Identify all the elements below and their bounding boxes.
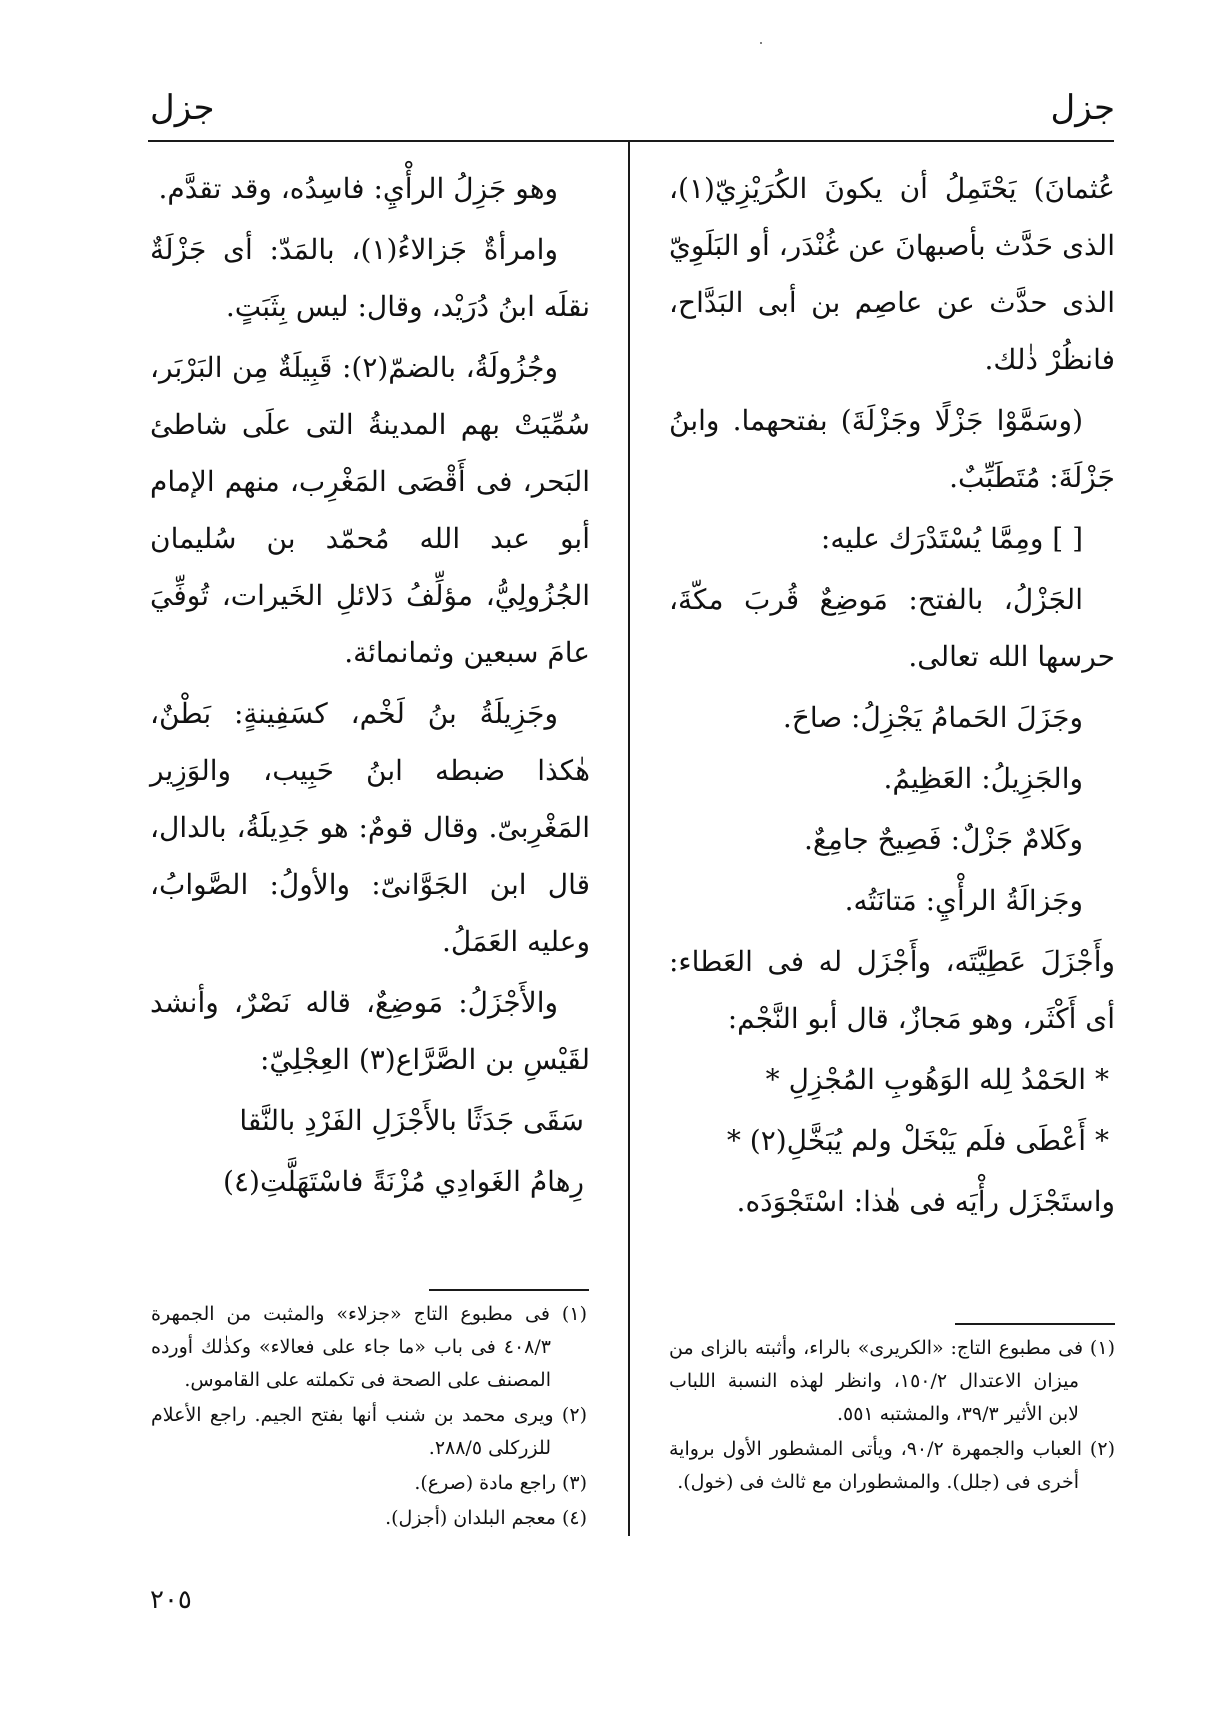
footnotes-right (669, 1332, 1115, 1501)
right-verse-line: * الحَمْدُ لِله الوَهُوبِ المُجْزِلِ * (765, 1063, 1109, 1096)
right-paragraph: وأَجْزَلَ عَطِيَّتَه، وأَجْزَل له فى العَطاء: أى أَكْثَر، وهو مَجازٌ، قال أبو النَّجْم: (669, 945, 1115, 1035)
running-head-right: جزل (1050, 88, 1115, 128)
right-paragraph: (وسَمَّوْا جَزْلًا وجَزْلَةَ) بفتحهما. وابنُ جَزْلَةَ: مُتَطَبِّبٌ. (669, 404, 1115, 494)
right-paragraph: وجَزالَةُ الرأْيِ: مَتانَتُه. (844, 884, 1083, 917)
left-paragraph: وامرأةٌ جَزالاءُ(١)، بالمَدّ: أى جَزْلَةٌ نقلَه ابنُ دُرَيْد، وقال: ليس بِثَبَتٍ. (150, 233, 590, 323)
left-paragraph: وجُزُولَةُ، بالضمّ(٢): قَبِيلَةٌ مِن البَرْبَر، سُمِّيَتْ بهم المدينةُ التى علَى شاطئ البَحر، فى أَقْصَى المَغْرِب، منهم الإمام أبو عبد الله مُحمّد بن سُليمان الجُزُولِيُّ، مؤلِّفُ دَلائلِ الخَيرات، تُوفِّيَ عامَ سبعين وثمانمائة. (150, 351, 590, 669)
footnote: (٢) ويرى محمد بن شنب أنها بفتح الجيم. راجع الأعلام للزركلى ٢٨٨/٥. (151, 1404, 587, 1459)
footnote: (٤) معجم البلدان (أجزل). (385, 1507, 587, 1529)
left-paragraph: والأَجْزَلُ: مَوضِعٌ، قاله نَصْرٌ، وأنشد لقَيْسِ بن الصَّرَّاع(٣) العِجْلِيّ: (150, 986, 590, 1076)
right-paragraph: وجَزَلَ الحَمامُ يَجْزِلُ: صاحَ. (782, 701, 1083, 734)
footnote-rule-left (429, 1289, 589, 1291)
right-paragraph: عُثمانَ) يَحْتَمِلُ أن يكونَ الكُرَيْزِيّ(١)، الذى حَدَّث بأصبهانَ عن غُنْدَر، أو البَلَوِيّ الذى حدَّث عن عاصِم بن أبى البَدَّاح، فانظُرْ ذٰلك. (669, 172, 1115, 376)
header-rule (148, 140, 1114, 142)
right-paragraph: وكَلامٌ جَزْلٌ: فَصِيحٌ جامِعٌ. (804, 823, 1083, 856)
left-paragraph: وجَزِيلَةُ بنُ لَخْم، كسَفِينةٍ: بَطْنٌ، هٰكذا ضبطه ابنُ حَبِيب، والوَزِير المَغْرِبىّ. وقال قومٌ: هو جَدِيلَةُ، بالدال، قال ابن الجَوَّانىّ: والأولُ: الصَّوابُ، وعليه العَمَلُ. (150, 697, 590, 958)
footnote: (٢) العباب والجمهرة ٩٠/٢، ويأتى المشطور الأول برواية أخرى فى (جلل). والمشطوران مع ثالث فى (خول). (669, 1438, 1115, 1493)
footnote: (١) فى مطبوع التاج: «الكريرى» بالراء، وأثبته بالزاى من ميزان الاعتدال ١٥٠/٢، وانظر لهذه النسبة اللباب لابن الأثير ٣٩/٣، والمشتبه ٥٥١. (669, 1337, 1115, 1425)
column-divider (628, 140, 630, 1536)
left-paragraph: وهو جَزِلُ الرأْيِ: فاسِدُه، وقد تقدَّم. (158, 172, 558, 205)
footnote: (٣) راجع مادة (صرع). (414, 1472, 587, 1494)
left-verse-line: سَقَى جَدَثًا بالأَجْزَلِ الفَرْدِ بالنَّقا (239, 1104, 584, 1137)
left-verse-line: رِهامُ الغَوادِي مُزْنَةً فاسْتَهَلَّتِ(٤) (223, 1165, 584, 1198)
footnote: (١) فى مطبوع التاج «جزلاء» والمثبت من الجمهرة ٤٠٨/٣ فى باب «ما جاء على فعالاء» وكذٰلك أورده المصنف على الصحة فى تكملته على القاموس. (151, 1303, 587, 1391)
right-paragraph: واستَجْزَل رأْيَه فى هٰذا: اسْتَجْوَدَه. (736, 1185, 1115, 1218)
left-column (150, 160, 590, 1214)
scan-speck (760, 42, 762, 44)
footnote-rule-right (955, 1323, 1115, 1325)
right-paragraph: الجَزْلُ، بالفتح: مَوضِعٌ قُربَ مكّةَ، حرسها الله تعالى. (669, 583, 1115, 673)
running-head-left: جزل (150, 88, 215, 128)
right-column (669, 160, 1115, 1234)
page-number: ٢٠٥ (150, 1585, 192, 1615)
right-verse-line: * أَعْطَى فلَم يَبْخَلْ ولم يُبَخَّلِ(٢) * (726, 1124, 1109, 1157)
right-paragraph: [ ] ومِمَّا يُسْتَدْرَك عليه: (820, 522, 1083, 555)
right-paragraph: والجَزِيلُ: العَظِيمُ. (883, 762, 1083, 795)
footnotes-left (151, 1298, 587, 1537)
